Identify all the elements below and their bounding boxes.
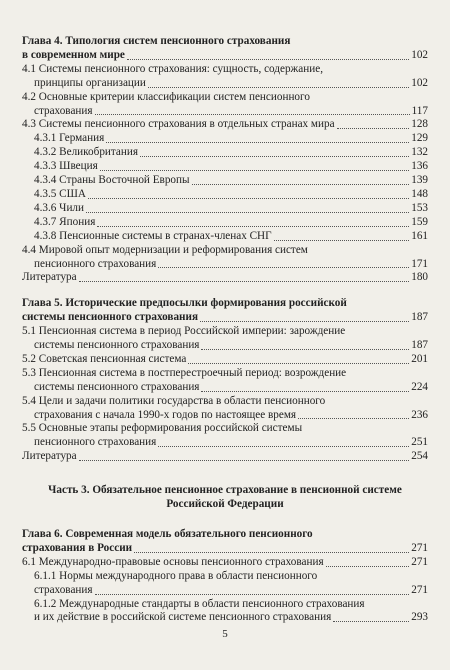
- page-ref: 129: [411, 132, 428, 145]
- toc-entry: [22, 450, 428, 464]
- chapter-title: Глава 6. Современная модель обязательного пенсионного: [22, 528, 313, 540]
- leader-dots: [88, 198, 409, 199]
- leader-dots: [79, 460, 410, 461]
- page-number: 5: [222, 628, 228, 640]
- page-ref: 136: [411, 160, 428, 173]
- entry-text: 4.3.1 Германия: [34, 132, 105, 145]
- entry-text: страхования: [34, 104, 93, 117]
- leader-dots: [192, 184, 410, 185]
- entry-text: принципы организации: [34, 76, 146, 89]
- chapter-title: страхования в России: [22, 541, 133, 554]
- leader-dots: [86, 212, 409, 213]
- toc-entry: [22, 409, 428, 423]
- chapter-title: в современном мире: [22, 48, 125, 61]
- leader-dots: [326, 566, 410, 567]
- toc-entry: [22, 584, 428, 598]
- page-ref: 153: [411, 201, 428, 214]
- page-ref: 271: [411, 541, 428, 554]
- toc-entry: [22, 556, 428, 570]
- entry-text: пенсионного страхования: [34, 257, 157, 270]
- part-title: Российской Федерации: [166, 498, 284, 511]
- entry-text: 4.3.2 Великобритания: [34, 146, 139, 159]
- page-ref: 187: [411, 339, 428, 352]
- toc-entry: [22, 118, 428, 132]
- page-ref: 271: [411, 555, 428, 568]
- entry-text: страхования с начала 1990-х годов по настоящее время: [34, 408, 297, 421]
- toc-entry: [22, 49, 428, 63]
- part-title: Часть 3. Обязательное пенсионное страхование в пенсионной системе: [48, 484, 402, 497]
- page-ref: 132: [411, 146, 428, 159]
- leader-dots: [127, 59, 409, 60]
- leader-dots: [140, 156, 409, 157]
- table-of-contents: [22, 35, 428, 629]
- entry-text: 4.3.5 США: [34, 187, 86, 200]
- toc-entry: [22, 339, 428, 353]
- chapter-title: Глава 4. Типология систем пенсионного страхования: [22, 35, 291, 47]
- toc-entry: [22, 542, 428, 556]
- page-ref: 271: [411, 583, 428, 596]
- chapter-title: Глава 5. Исторические предпосылки формирования российской: [22, 297, 347, 310]
- page-ref: 224: [411, 380, 428, 393]
- toc-entry: 5.5 Основные этапы реформирования российской системы: [22, 422, 303, 435]
- leader-dots: [274, 240, 410, 241]
- part-heading: [22, 484, 428, 512]
- page-ref: 171: [411, 257, 428, 270]
- entry-text: 4.3.7 Япония: [34, 215, 96, 228]
- entry-text: 6.1 Международно-правовые основы пенсионного страхования: [22, 555, 324, 568]
- toc-entry: 5.4 Цели и задачи политики государства в области пенсионного: [22, 394, 326, 407]
- toc-entry: [22, 230, 428, 244]
- toc-entry: [22, 188, 428, 202]
- toc-entry: [22, 160, 428, 174]
- page-ref: 236: [411, 408, 428, 421]
- chapter-6: [22, 528, 428, 625]
- toc-entry: [22, 77, 428, 91]
- toc-entry: 5.1 Пенсионная система в период Российской империи: зарождение: [22, 325, 346, 338]
- entry-text: и их действие в российской системе пенсионного страхования: [34, 611, 332, 624]
- toc-entry: [22, 271, 428, 285]
- toc-entry: 5.3 Пенсионная система в постперестроечный период: возрождение: [22, 366, 347, 379]
- entry-text: Литература: [22, 271, 77, 284]
- entry-text: пенсионного страхования: [34, 436, 157, 449]
- leader-dots: [158, 446, 409, 447]
- toc-entry: [22, 202, 428, 216]
- leader-dots: [201, 391, 409, 392]
- leader-dots: [95, 594, 410, 595]
- page-ref: 128: [411, 118, 428, 131]
- page-ref: 148: [411, 187, 428, 200]
- entry-text: страхования: [34, 583, 93, 596]
- toc-entry: [22, 174, 428, 188]
- page-ref: 159: [411, 215, 428, 228]
- leader-dots: [298, 418, 409, 419]
- toc-entry: 6.1.1 Нормы международного права в области пенсионного: [34, 569, 318, 582]
- toc-entry: [22, 436, 428, 450]
- toc-entry: [22, 146, 428, 160]
- page-ref: 293: [411, 611, 428, 624]
- entry-text: системы пенсионного страхования: [34, 380, 200, 393]
- toc-entry: 4.1 Системы пенсионного страхования: сущность, содержание,: [22, 62, 323, 75]
- toc-entry: [22, 311, 428, 325]
- leader-dots: [188, 363, 409, 364]
- toc-entry: [22, 353, 428, 367]
- leader-dots: [158, 267, 409, 268]
- entry-text: 4.3.4 Страны Восточной Европы: [34, 174, 190, 187]
- leader-dots: [95, 114, 410, 115]
- leader-dots: [201, 349, 409, 350]
- entry-text: системы пенсионного страхования: [34, 339, 200, 352]
- page-ref: 251: [411, 436, 428, 449]
- entry-text: 4.3.6 Чили: [34, 201, 84, 214]
- leader-dots: [134, 552, 409, 553]
- toc-entry: [22, 105, 428, 119]
- toc-entry: 6.1.2 Международные стандарты в области пенсионного страхования: [34, 597, 365, 610]
- leader-dots: [97, 226, 409, 227]
- entry-text: 5.2 Советская пенсионная система: [22, 352, 187, 365]
- page-ref: 102: [411, 48, 428, 61]
- leader-dots: [100, 170, 409, 171]
- toc-entry: 4.4 Мировой опыт модернизации и реформирования систем: [22, 243, 308, 256]
- chapter-title: системы пенсионного страхования: [22, 311, 199, 324]
- leader-dots: [337, 128, 410, 129]
- page-ref: 187: [411, 311, 428, 324]
- chapter-5: [22, 297, 428, 464]
- page-ref: 161: [411, 229, 428, 242]
- page-ref: 139: [411, 174, 428, 187]
- chapter-4: [22, 35, 428, 285]
- toc-entry: [22, 258, 428, 272]
- leader-dots: [333, 621, 409, 622]
- toc-entry: [22, 216, 428, 230]
- page-ref: 180: [411, 271, 428, 284]
- toc-entry: [22, 381, 428, 395]
- toc-entry: 4.2 Основные критерии классификации систем пенсионного: [22, 90, 310, 103]
- entry-text: Литература: [22, 450, 77, 463]
- toc-entry: [22, 611, 428, 625]
- entry-text: 4.3 Системы пенсионного страхования в отдельных странах мира: [22, 118, 335, 131]
- leader-dots: [106, 142, 409, 143]
- toc-entry: [22, 132, 428, 146]
- page-ref: 117: [411, 104, 428, 117]
- page-ref: 102: [411, 76, 428, 89]
- page-ref: 254: [411, 450, 428, 463]
- page-ref: 201: [411, 352, 428, 365]
- leader-dots: [200, 321, 409, 322]
- leader-dots: [148, 87, 409, 88]
- leader-dots: [79, 281, 410, 282]
- entry-text: 4.3.8 Пенсионные системы в странах-членах СНГ: [34, 229, 272, 242]
- entry-text: 4.3.3 Швеция: [34, 160, 98, 173]
